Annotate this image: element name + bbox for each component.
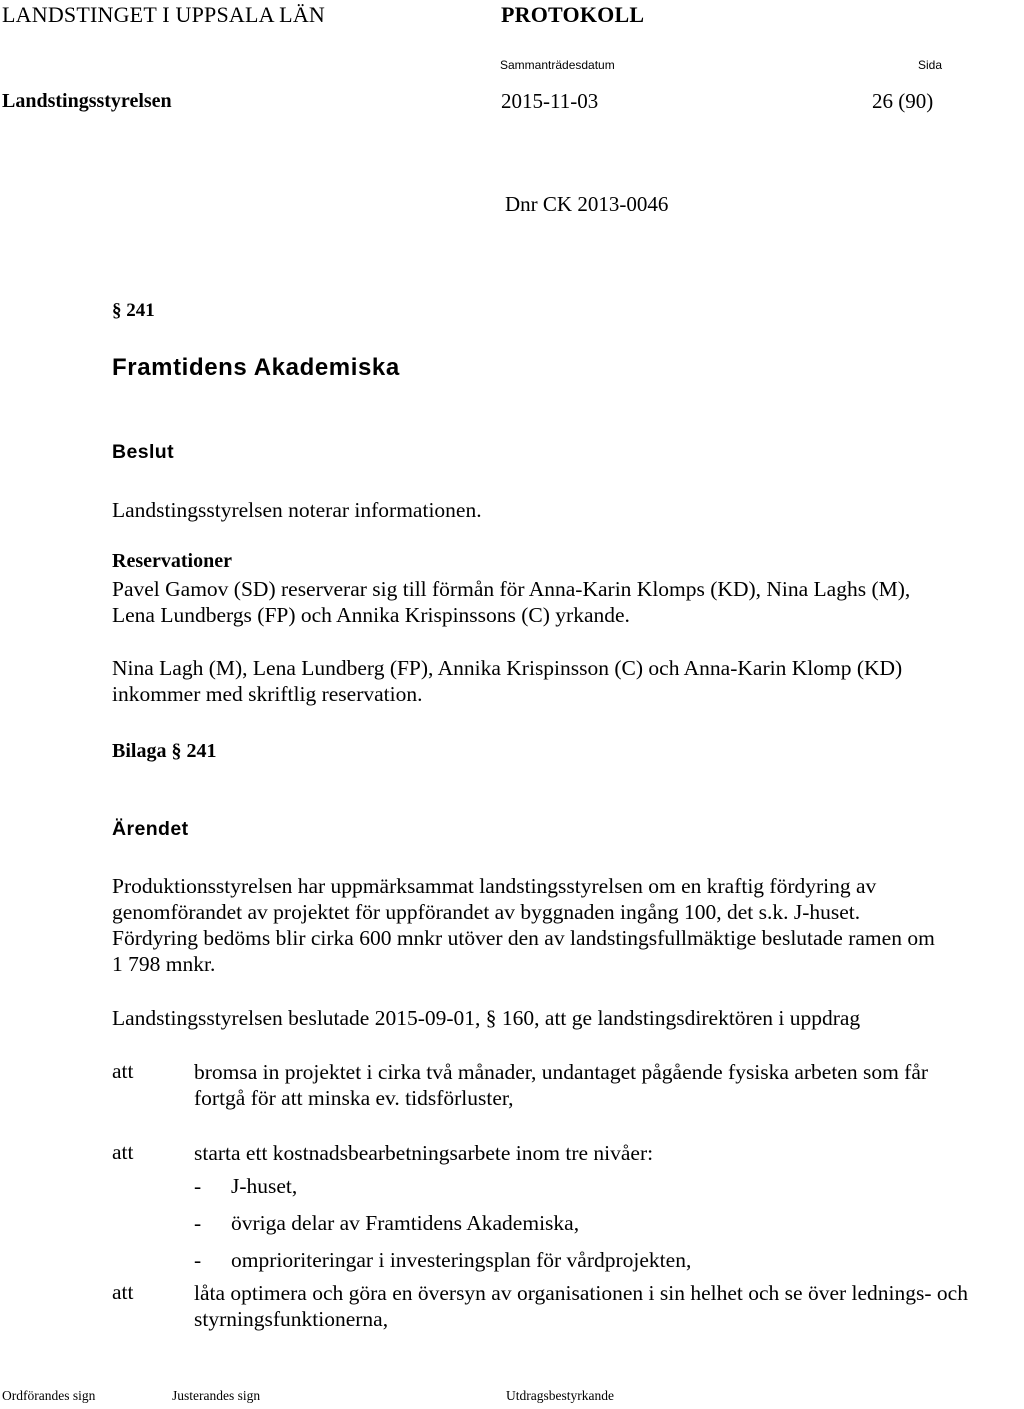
- reservationer-heading: Reservationer: [112, 550, 232, 572]
- text-line: Pavel Gamov (SD) reserverar sig till förmån för Anna-Karin Klomps (KD), Nina Laghs (M),: [112, 577, 911, 601]
- text-line: bromsa in projektet i cirka två månader, undantaget pågående fysiska arbeten som får: [194, 1060, 929, 1084]
- text-line: Fördyring bedöms blir cirka 600 mnkr utöver den av landstingsfullmäktige beslutade ramen om: [112, 926, 935, 950]
- sub-list-item: - J-huset,: [194, 1174, 298, 1198]
- text-line: inkommer med skriftlig reservation.: [112, 682, 423, 706]
- attachment-reference: Bilaga § 241: [112, 740, 217, 762]
- att-item: [194, 1280, 968, 1332]
- text-line: Nina Lagh (M), Lena Lundberg (FP), Annika Krispinsson (C) och Anna-Karin Klomp (KD): [112, 656, 903, 680]
- decision-intro: Landstingsstyrelsen beslutade 2015-09-01, § 160, att ge landstingsdirektören i uppdrag: [112, 1006, 861, 1030]
- adjuster-signature-label: Justerandes sign: [172, 1388, 261, 1403]
- date-label: Sammanträdesdatum: [500, 58, 615, 72]
- case-number: Dnr CK 2013-0046: [505, 192, 669, 216]
- page-label: Sida: [918, 58, 943, 72]
- att-label: att: [112, 1059, 134, 1083]
- chair-signature-label: Ordförandes sign: [2, 1388, 96, 1403]
- beslut-text: Landstingsstyrelsen noterar informationen.: [112, 498, 482, 522]
- arendet-paragraph: [112, 873, 935, 977]
- text-line: 1 798 mnkr.: [112, 952, 216, 976]
- sub-list-item: - omprioriteringar i investeringsplan för vårdprojekten,: [194, 1248, 692, 1272]
- text-line: styrningsfunktionerna,: [194, 1307, 389, 1331]
- committee-name: Landstingsstyrelsen: [2, 90, 172, 112]
- document-type: PROTOKOLL: [501, 2, 645, 27]
- text-line: låta optimera och göra en översyn av organisationen i sin helhet och se över lednings- och: [194, 1281, 968, 1305]
- text-line: genomförandet av projektet för uppförandet av byggnaden ingång 100, det s.k. J-huset.: [112, 900, 861, 924]
- att-item: [194, 1059, 928, 1111]
- text-line: Lena Lundbergs (FP) och Annika Krispinssons (C) yrkande.: [112, 603, 630, 627]
- text-line: Produktionsstyrelsen har uppmärksammat landstingsstyrelsen om en kraftig fördyring av: [112, 874, 877, 898]
- att-label: att: [112, 1140, 134, 1164]
- att-label: att: [112, 1280, 134, 1304]
- section-title: Framtidens Akademiska: [112, 354, 400, 381]
- text-line: fortgå för att minska ev. tidsförluster,: [194, 1086, 514, 1110]
- page-number: 26 (90): [872, 89, 934, 113]
- sub-list-item: - övriga delar av Framtidens Akademiska,: [194, 1211, 580, 1235]
- beslut-heading: Beslut: [112, 441, 174, 463]
- text-line: starta ett kostnadsbearbetningsarbete inom tre nivåer:: [194, 1141, 654, 1165]
- sub-list-text: omprioriteringar i investeringsplan för vårdprojekten,: [231, 1248, 692, 1272]
- sub-list-text: J-huset,: [231, 1174, 298, 1198]
- reservation-paragraph-2: [112, 655, 902, 707]
- att-item: [194, 1140, 691, 1273]
- organization-name: LANDSTINGET I UPPSALA LÄN: [2, 2, 325, 27]
- reservation-paragraph: [112, 576, 910, 628]
- meeting-date: 2015-11-03: [501, 89, 599, 113]
- arendet-heading: Ärendet: [112, 818, 189, 840]
- paragraph-number: § 241: [112, 300, 155, 321]
- certification-label: Utdragsbestyrkande: [506, 1388, 614, 1403]
- sub-list-text: övriga delar av Framtidens Akademiska,: [231, 1211, 580, 1235]
